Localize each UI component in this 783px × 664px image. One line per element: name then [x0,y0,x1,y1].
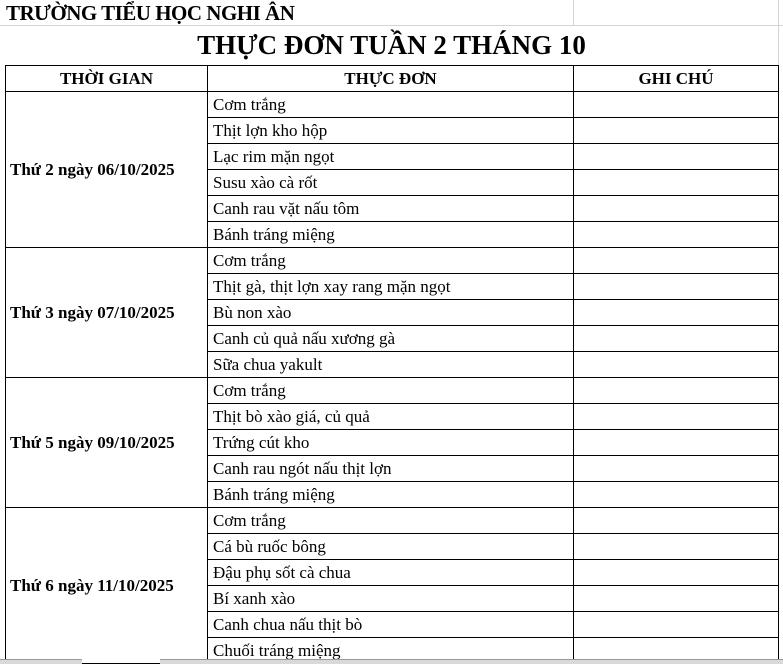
dish-cell[interactable]: Susu xào cà rốt [208,170,574,196]
table-row [6,378,779,404]
notes-cell[interactable] [574,482,779,508]
dish-cell[interactable]: Chuối tráng miệng [208,638,574,664]
sheet-tab-bar[interactable] [0,659,82,664]
notes-cell[interactable] [574,196,779,222]
table-row [6,508,779,534]
dish-cell[interactable]: Thịt lợn kho hộp [208,118,574,144]
notes-cell[interactable] [574,404,779,430]
day-cell[interactable]: Thứ 5 ngày 09/10/2025 [6,378,208,508]
page-title: THỰC ĐƠN TUẦN 2 THÁNG 10 [197,30,586,60]
notes-cell[interactable] [574,430,779,456]
dish-cell[interactable]: Thịt gà, thịt lợn xay rang mặn ngọt [208,274,574,300]
notes-cell[interactable] [574,508,779,534]
dish-cell[interactable]: Sữa chua yakult [208,352,574,378]
dish-cell[interactable]: Bù non xào [208,300,574,326]
table-row [6,248,779,274]
dish-cell[interactable]: Cá bù ruốc bông [208,534,574,560]
notes-cell[interactable] [574,118,779,144]
notes-cell[interactable] [574,586,779,612]
horizontal-scrollbar[interactable] [160,659,783,664]
menu-table [5,65,779,664]
notes-cell[interactable] [574,144,779,170]
table-row [6,92,779,118]
dish-cell[interactable]: Lạc rim mặn ngọt [208,144,574,170]
day-cell[interactable]: Thứ 2 ngày 06/10/2025 [6,92,208,248]
dish-cell[interactable]: Bánh tráng miệng [208,222,574,248]
dish-cell[interactable]: Cơm trắng [208,378,574,404]
notes-cell[interactable] [574,534,779,560]
header-row [6,66,779,92]
dish-cell[interactable]: Canh rau ngót nấu thịt lợn [208,456,574,482]
notes-cell[interactable] [574,378,779,404]
dish-cell[interactable]: Trứng cút kho [208,430,574,456]
notes-cell[interactable] [574,612,779,638]
dish-cell[interactable]: Canh chua nấu thịt bò [208,612,574,638]
day-cell[interactable]: Thứ 6 ngày 11/10/2025 [6,508,208,664]
notes-cell[interactable] [574,352,779,378]
header-menu[interactable]: THỰC ĐƠN [208,66,574,92]
dish-cell[interactable]: Canh củ quả nấu xương gà [208,326,574,352]
day-cell[interactable]: Thứ 3 ngày 07/10/2025 [6,248,208,378]
dish-cell[interactable]: Bánh tráng miệng [208,482,574,508]
header-notes[interactable]: GHI CHÚ [574,66,779,92]
notes-cell[interactable] [574,326,779,352]
notes-cell[interactable] [574,222,779,248]
notes-cell[interactable] [574,170,779,196]
dish-cell[interactable]: Cơm trắng [208,248,574,274]
notes-cell[interactable] [574,274,779,300]
dish-cell[interactable]: Đậu phụ sốt cà chua [208,560,574,586]
notes-cell[interactable] [574,248,779,274]
header-time[interactable]: THỜI GIAN [6,66,208,92]
notes-cell[interactable] [574,456,779,482]
dish-cell[interactable]: Bí xanh xào [208,586,574,612]
dish-cell[interactable]: Cơm trắng [208,92,574,118]
dish-cell[interactable]: Cơm trắng [208,508,574,534]
notes-cell[interactable] [574,300,779,326]
notes-cell[interactable] [574,560,779,586]
notes-cell[interactable] [574,92,779,118]
gridline [573,0,574,26]
school-name: TRƯỜNG TIỂU HỌC NGHI ÂN [6,1,295,25]
dish-cell[interactable]: Thịt bò xào giá, củ quả [208,404,574,430]
dish-cell[interactable]: Canh rau vặt nấu tôm [208,196,574,222]
